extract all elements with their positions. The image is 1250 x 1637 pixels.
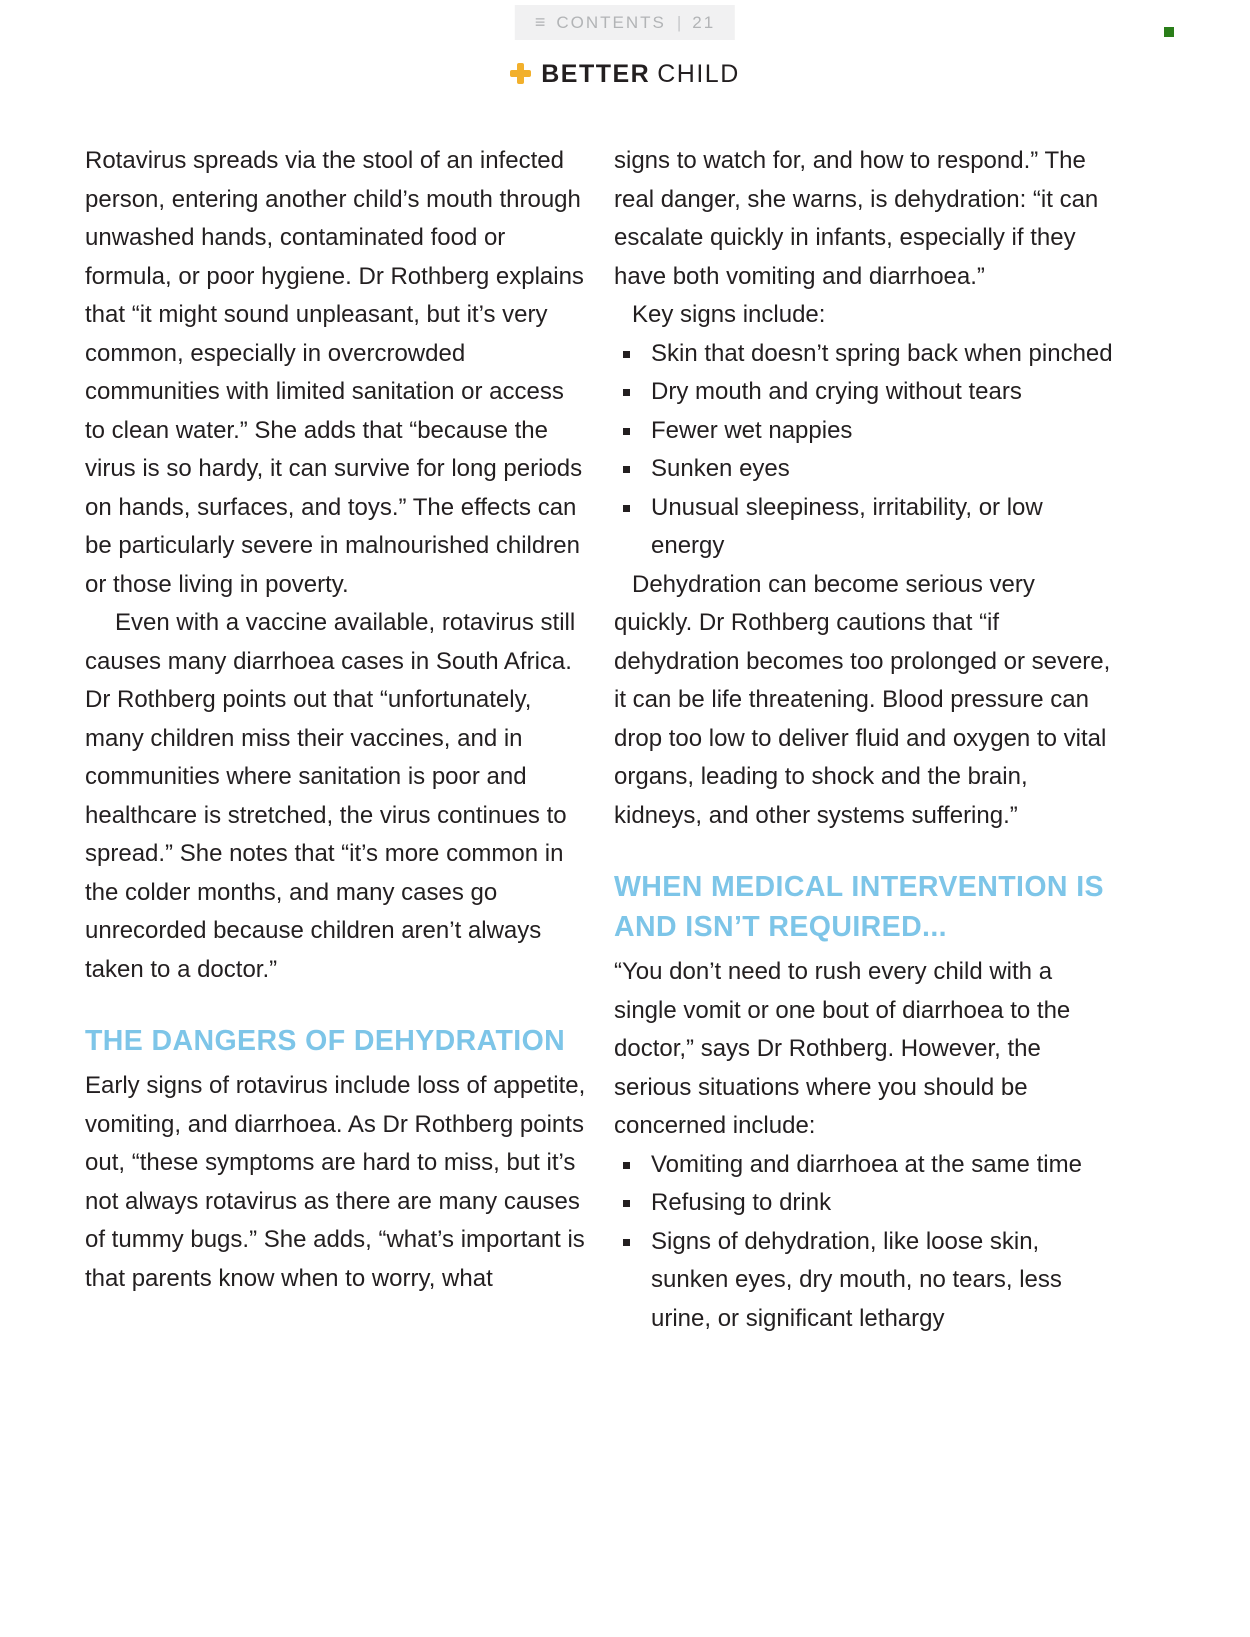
brand-header	[0, 60, 1250, 89]
list-item: Vomiting and diarrhoea at the same time	[614, 1146, 1117, 1185]
paragraph: Even with a vaccine available, rotavirus still causes many diarrhoea cases in South Africa. Dr Rothberg points out that “unfortunately, many children miss their vaccines, and in communities where sanitation is poor and healthcare is stretched, the virus continues to spread.” She notes that “it’s more common in the colder months, and many cases go unrecorded because children aren’t always taken to a doctor.”	[85, 609, 576, 983]
article-body	[85, 142, 1117, 1338]
key-signs-intro: Key signs include:	[632, 301, 826, 328]
menu-icon: ≡	[534, 12, 546, 32]
right-column	[614, 142, 1117, 1338]
concern-list	[614, 1146, 1117, 1339]
paragraph: Dehydration can become serious very quickly. Dr Rothberg cautions that “if dehydration becomes too prolonged or severe, it can be life threatening. Blood pressure can drop too low to deliver fluid and oxygen to vital organs, leading to shock and the brain, kidneys, and other systems suffering.”	[614, 570, 1111, 829]
left-column	[85, 142, 588, 1338]
paragraph: Rotavirus spreads via the stool of an infected person, entering another child’s mouth through unwashed hands, contaminated food or formula, or poor hygiene. Dr Rothberg explains that “it might sound unpleasant, but it’s very common, especially in overcrowded communities with limited sanitation or access to clean water.” She adds that “because the virus is so hardy, it can survive for long periods on hands, surfaces, and toys.” The effects can be particularly severe in malnourished children or those living in poverty.	[85, 147, 584, 598]
page-number: 21	[692, 12, 716, 32]
paragraph: Early signs of rotavirus include loss of appetite, vomiting, and diarrhoea. As Dr Rothberg points out, “these symptoms are hard to miss, but it’s not always rotavirus as there are many causes of tummy bugs.” She adds, “what’s important is that parents know when to worry, what	[85, 1072, 586, 1292]
list-item: Unusual sleepiness, irritability, or low energy	[614, 489, 1117, 566]
plus-cross-icon	[510, 63, 531, 84]
contents-label: CONTENTS	[556, 12, 666, 32]
list-item: Skin that doesn’t spring back when pinched	[614, 335, 1117, 374]
brand-name-secondary: CHILD	[657, 60, 740, 88]
section-heading-medical-intervention: WHEN MEDICAL INTERVENTION IS AND ISN’T REQUIRED...	[614, 871, 1104, 943]
paragraph: “You don’t need to rush every child with a single vomit or one bout of diarrhoea to the doctor,” says Dr Rothberg. However, the serious situations where you should be concerned include:	[614, 958, 1071, 1139]
green-corner-marker	[1164, 27, 1174, 37]
paragraph: signs to watch for, and how to respond.” The real danger, she warns, is dehydration: “it can escalate quickly in infants, especially if they have both vomiting and diarrhoea.”	[614, 147, 1099, 290]
list-item: Sunken eyes	[614, 450, 1117, 489]
section-heading-dangers-of-dehydration: THE DANGERS OF DEHYDRATION	[85, 1025, 566, 1057]
badge-divider: |	[676, 12, 682, 32]
contents-nav-badge[interactable]	[515, 5, 735, 40]
list-item: Dry mouth and crying without tears	[614, 373, 1117, 412]
key-signs-list	[614, 335, 1117, 566]
list-item: Refusing to drink	[614, 1184, 1117, 1223]
brand-name-primary: BETTER	[541, 60, 651, 88]
list-item: Fewer wet nappies	[614, 412, 1117, 451]
list-item: Signs of dehydration, like loose skin, sunken eyes, dry mouth, no tears, less urine, or significant lethargy	[614, 1223, 1117, 1339]
